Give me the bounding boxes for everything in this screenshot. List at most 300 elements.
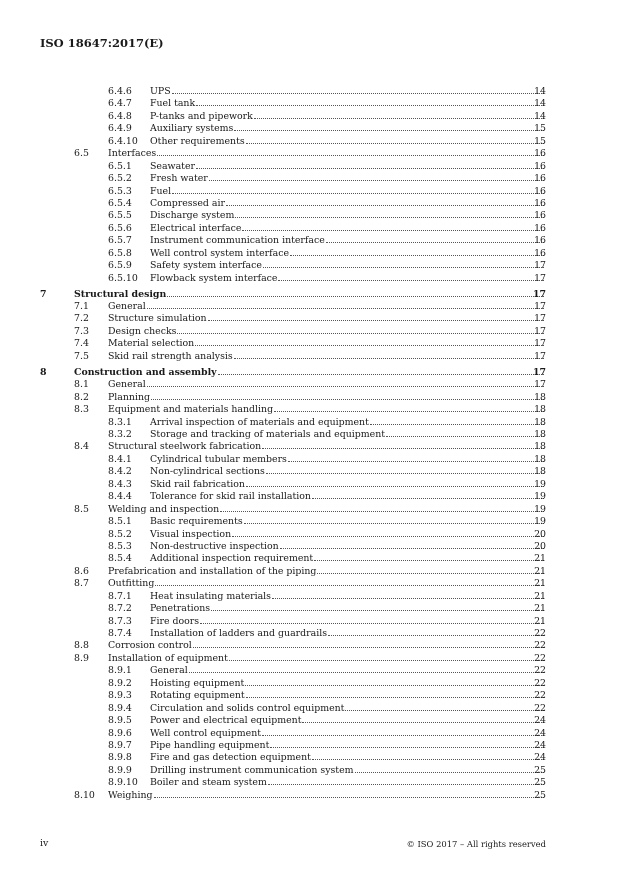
toc-entry-leader: [150, 591, 545, 603]
toc-entry-leader: [108, 441, 545, 453]
toc-entry-page: 19: [534, 491, 546, 503]
toc-entry-title: Auxiliary systems: [150, 123, 234, 135]
dot-leader: [154, 797, 545, 798]
toc-entry[interactable]: [0, 136, 620, 148]
toc-entry-number: 8.7.1: [108, 590, 132, 602]
toc-entry[interactable]: [0, 351, 620, 363]
toc-entry-page: 17: [534, 338, 546, 350]
toc-entry[interactable]: [0, 273, 620, 285]
toc-entry-title: P-tanks and pipework: [150, 110, 253, 122]
dot-leader: [370, 424, 544, 425]
toc-entry-title: Welding and inspection: [108, 503, 220, 515]
toc-entry[interactable]: [0, 790, 620, 802]
toc-entry-page: 14: [534, 110, 546, 122]
toc-entry-leader: [74, 289, 545, 301]
toc-entry[interactable]: [0, 466, 620, 478]
toc-entry-title: Interfaces: [108, 148, 157, 160]
toc-entry-title: Other requirements: [150, 135, 245, 147]
toc-entry-title: Non-cylindrical sections: [150, 466, 265, 478]
toc-entry-number: 6.5.9: [108, 260, 132, 272]
dot-leader: [208, 320, 544, 321]
dot-leader: [226, 205, 544, 206]
dot-leader: [263, 267, 544, 268]
toc-entry[interactable]: [0, 653, 620, 665]
toc-entry-number: 6.4.9: [108, 123, 132, 135]
dot-leader: [326, 242, 544, 243]
toc-entry-leader: [108, 326, 545, 338]
toc-entry-title: Corrosion control: [108, 640, 192, 652]
toc-entry-page: 17: [534, 350, 546, 362]
toc-entry[interactable]: [0, 591, 620, 603]
toc-entry[interactable]: [0, 516, 620, 528]
toc-entry[interactable]: [0, 198, 620, 210]
toc-entry-page: 22: [534, 652, 546, 664]
toc-entry-number: 6.5: [74, 148, 89, 160]
toc-entry[interactable]: [0, 603, 620, 615]
toc-entry-page: 17: [532, 366, 546, 378]
dot-leader: [244, 523, 544, 524]
toc-entry-page: 21: [534, 578, 546, 590]
toc-entry[interactable]: [0, 289, 620, 301]
toc-entry[interactable]: [0, 777, 620, 789]
toc-entry-leader: [150, 454, 545, 466]
toc-entry-leader: [150, 628, 545, 640]
toc-entry[interactable]: [0, 223, 620, 235]
toc-entry[interactable]: [0, 173, 620, 185]
toc-entry-title: Pipe handling equipment: [150, 739, 270, 751]
toc-entry[interactable]: [0, 441, 620, 453]
toc-entry-leader: [150, 273, 545, 285]
toc-entry-title: Skid rail fabrication: [150, 478, 245, 490]
toc-entry-number: 6.5.5: [108, 210, 132, 222]
toc-entry-title: Non-destructive inspection: [150, 540, 279, 552]
toc-entry[interactable]: [0, 628, 620, 640]
toc-entry-number: 6.5.4: [108, 197, 132, 209]
toc-entry-page: 18: [534, 429, 546, 440]
toc-entry-leader: [108, 351, 545, 363]
toc-entry-leader: [108, 504, 545, 516]
toc-entry-leader: [150, 777, 545, 789]
toc-entry[interactable]: [0, 417, 620, 429]
toc-entry[interactable]: [0, 703, 620, 715]
toc-entry-leader: [150, 603, 545, 615]
dot-leader: [317, 573, 544, 574]
toc-entry-leader: [150, 491, 545, 503]
toc-entry[interactable]: [0, 86, 620, 98]
toc-entry[interactable]: [0, 235, 620, 247]
toc-entry[interactable]: [0, 566, 620, 578]
toc-entry-page: 18: [534, 391, 546, 403]
toc-entry-number: 8.3.1: [108, 416, 132, 428]
dot-leader: [196, 105, 544, 106]
toc-entry[interactable]: [0, 260, 620, 272]
toc-entry[interactable]: [0, 616, 620, 628]
toc-entry[interactable]: [0, 541, 620, 553]
dot-leader: [211, 610, 544, 611]
toc-entry-leader: [150, 752, 545, 764]
toc-entry[interactable]: [0, 640, 620, 652]
toc-entry[interactable]: [0, 578, 620, 590]
toc-entry-page: 24: [534, 727, 546, 739]
dot-leader: [147, 308, 544, 309]
toc-entry-number: 6.5.2: [108, 173, 132, 185]
dot-leader: [196, 168, 544, 169]
toc-entry-leader: [150, 703, 545, 715]
toc-entry-page: 22: [534, 628, 546, 639]
toc-entry-title: Discharge system: [150, 210, 235, 222]
toc-entry-page: 21: [534, 615, 546, 627]
toc-entry-page: 21: [534, 603, 546, 615]
toc-entry[interactable]: [0, 504, 620, 516]
toc-entry-number: 6.4.8: [108, 110, 132, 122]
toc-entry-number: 6.5.8: [108, 247, 132, 259]
toc-entry-number: 8.5.1: [108, 516, 132, 528]
toc-entry-number: 8.4.1: [108, 453, 132, 465]
toc-entry-page: 17: [534, 272, 546, 284]
toc-entry-title: Storage and tracking of materials and equipment: [150, 429, 386, 440]
dot-leader: [386, 436, 544, 437]
toc-entry-leader: [150, 417, 545, 429]
toc-entry-leader: [150, 210, 545, 222]
toc-entry-page: 22: [534, 677, 546, 689]
toc-entry-page: 24: [534, 715, 546, 727]
toc-entry[interactable]: [0, 529, 620, 541]
dot-leader: [200, 623, 544, 624]
toc-entry[interactable]: [0, 186, 620, 198]
toc-entry-leader: [108, 790, 545, 802]
toc-entry-title: Penetrations: [150, 603, 211, 615]
dot-leader: [151, 399, 544, 400]
toc-entry-leader: [150, 516, 545, 528]
toc-entry-number: 6.5.6: [108, 222, 132, 234]
toc-entry[interactable]: [0, 210, 620, 222]
toc-entry-title: Construction and assembly: [74, 366, 217, 378]
toc-entry-number: 6.5.7: [108, 235, 132, 247]
toc-entry-number: 8.9.8: [108, 752, 132, 764]
toc-entry[interactable]: [0, 491, 620, 503]
toc-entry-title: Design checks: [108, 325, 177, 337]
dot-leader: [246, 486, 544, 487]
toc-entry-number: 8.9.1: [108, 665, 132, 677]
table-of-contents: [0, 86, 620, 802]
toc-entry[interactable]: [0, 404, 620, 416]
toc-entry[interactable]: [0, 379, 620, 391]
toc-entry-leader: [150, 186, 545, 198]
toc-entry-number: 8.9.3: [108, 690, 132, 702]
toc-entry[interactable]: [0, 479, 620, 491]
toc-entry-page: 20: [534, 528, 546, 540]
toc-entry-leader: [150, 429, 545, 441]
toc-entry[interactable]: [0, 338, 620, 350]
toc-entry-number: 6.4.10: [108, 135, 138, 147]
toc-entry-page: 15: [534, 123, 546, 135]
document-id-header: ISO 18647:2017(E): [40, 36, 164, 50]
dot-leader: [232, 536, 544, 537]
toc-entry[interactable]: [0, 123, 620, 135]
toc-entry-page: 19: [534, 478, 546, 490]
toc-entry-page: 18: [534, 441, 546, 453]
toc-entry-page: 21: [534, 565, 546, 577]
toc-entry-number: 8.4: [74, 441, 89, 453]
toc-entry-leader: [108, 148, 545, 160]
toc-entry-title: General: [108, 379, 146, 391]
toc-entry-title: Rotating equipment: [150, 690, 245, 702]
toc-entry[interactable]: [0, 715, 620, 727]
toc-entry-page: 22: [534, 640, 546, 652]
toc-entry-title: Hoisting equipment: [150, 677, 245, 689]
toc-entry-page: 24: [534, 752, 546, 764]
toc-entry[interactable]: [0, 313, 620, 325]
toc-entry-page: 17: [534, 313, 546, 325]
dot-leader: [155, 585, 544, 586]
toc-entry[interactable]: [0, 765, 620, 777]
dot-leader: [280, 548, 544, 549]
toc-entry-title: Seawater: [150, 160, 195, 172]
toc-entry-page: 19: [534, 516, 546, 528]
toc-entry-number: 8.7.4: [108, 628, 132, 639]
dot-leader: [235, 217, 544, 218]
toc-entry-title: Fire and gas detection equipment: [150, 752, 311, 764]
toc-entry-title: Fuel tank: [150, 98, 196, 110]
toc-entry-number: 8.2: [74, 391, 89, 403]
toc-entry-page: 25: [534, 777, 546, 789]
toc-entry[interactable]: [0, 148, 620, 160]
toc-entry-page: 17: [534, 325, 546, 337]
toc-entry-leader: [108, 578, 545, 590]
page-number: iv: [40, 838, 49, 849]
toc-entry[interactable]: [0, 678, 620, 690]
toc-entry-title: UPS: [150, 86, 171, 97]
toc-entry-leader: [74, 367, 545, 379]
dot-leader: [229, 660, 544, 661]
toc-entry-leader: [150, 740, 545, 752]
toc-entry-title: Weighing: [108, 789, 153, 801]
toc-entry-leader: [150, 198, 545, 210]
toc-entry-number: 8.9.2: [108, 677, 132, 689]
toc-entry-page: 16: [534, 235, 546, 247]
toc-entry-page: 16: [534, 173, 546, 185]
toc-entry-leader: [150, 173, 545, 185]
toc-entry-number: 8.9.4: [108, 702, 132, 714]
toc-entry-leader: [150, 248, 545, 260]
toc-entry-leader: [150, 466, 545, 478]
toc-entry-title: Structural steelwork fabrication: [108, 441, 262, 453]
toc-entry-page: 14: [534, 86, 546, 97]
toc-entry-page: 19: [534, 503, 546, 515]
toc-entry[interactable]: [0, 111, 620, 123]
toc-entry-page: 16: [534, 247, 546, 259]
dot-leader: [218, 374, 544, 375]
toc-entry-leader: [150, 665, 545, 677]
toc-entry-number: 8.1: [74, 379, 89, 391]
toc-entry-title: Well control system interface: [150, 247, 289, 259]
toc-entry-number: 7.2: [74, 313, 89, 325]
toc-entry-number: 8.9.10: [108, 777, 138, 789]
toc-entry-number: 8.7: [74, 578, 89, 590]
toc-entry-title: Structural design: [74, 288, 167, 300]
dot-leader: [328, 635, 544, 636]
toc-entry-page: 17: [532, 288, 546, 300]
toc-entry-number: 8.10: [74, 789, 95, 801]
toc-entry[interactable]: [0, 553, 620, 565]
toc-entry-title: Compressed air: [150, 197, 225, 209]
toc-entry-page: 18: [534, 416, 546, 428]
toc-entry-leader: [150, 111, 545, 123]
toc-entry-title: Boiler and steam system: [150, 777, 267, 789]
dot-leader: [195, 345, 544, 346]
dot-leader: [220, 511, 544, 512]
toc-entry-leader: [150, 136, 545, 148]
toc-entry-page: 15: [534, 135, 546, 147]
toc-entry-number: 8.5.4: [108, 553, 132, 565]
toc-entry-page: 21: [534, 553, 546, 565]
toc-entry-number: 8.3.2: [108, 429, 132, 440]
toc-entry[interactable]: [0, 665, 620, 677]
page-footer: [40, 838, 546, 852]
toc-entry-page: 18: [534, 404, 546, 416]
toc-entry-leader: [108, 653, 545, 665]
toc-entry-title: Safety system interface: [150, 260, 262, 272]
toc-entry-page: 25: [534, 764, 546, 776]
toc-entry-leader: [150, 529, 545, 541]
toc-entry-title: Additional inspection requirement: [150, 553, 314, 565]
toc-entry[interactable]: [0, 392, 620, 404]
toc-entry-leader: [150, 616, 545, 628]
toc-entry-number: 8.7.3: [108, 615, 132, 627]
toc-entry-title: Cylindrical tubular members: [150, 453, 287, 465]
toc-entry[interactable]: [0, 728, 620, 740]
toc-entry-title: General: [108, 301, 146, 313]
toc-entry-number: 8.9.9: [108, 764, 132, 776]
toc-entry-title: Planning: [108, 391, 151, 403]
toc-entry-number: 7.4: [74, 338, 89, 350]
toc-entry[interactable]: [0, 248, 620, 260]
toc-entry-leader: [150, 260, 545, 272]
toc-entry-page: 16: [534, 148, 546, 160]
toc-entry-leader: [108, 313, 545, 325]
toc-entry-leader: [150, 479, 545, 491]
toc-entry[interactable]: [0, 161, 620, 173]
toc-entry-number: 6.4.7: [108, 98, 132, 110]
toc-entry-leader: [150, 765, 545, 777]
dot-leader: [266, 473, 544, 474]
toc-entry-number: 7.3: [74, 325, 89, 337]
dot-leader: [234, 358, 544, 359]
dot-leader: [177, 333, 544, 334]
toc-entry-number: 8.4.2: [108, 466, 132, 478]
toc-entry-number: 8.3: [74, 404, 89, 416]
toc-entry-title: Prefabrication and installation of the piping: [108, 565, 317, 577]
toc-entry[interactable]: [0, 752, 620, 764]
toc-entry-number: 8.4.3: [108, 478, 132, 490]
toc-entry-title: Heat insulating materials: [150, 590, 271, 602]
toc-entry-number: 8.5: [74, 503, 89, 515]
dot-leader: [312, 498, 544, 499]
toc-entry-page: 21: [534, 590, 546, 602]
toc-entry-leader: [108, 379, 545, 391]
dot-leader: [246, 143, 544, 144]
toc-entry-title: Installation of ladders and guardrails: [150, 628, 328, 639]
toc-entry[interactable]: [0, 690, 620, 702]
toc-entry-title: Fire doors: [150, 615, 200, 627]
toc-entry-leader: [150, 715, 545, 727]
toc-entry-leader: [150, 161, 545, 173]
dot-leader: [268, 784, 544, 785]
toc-entry-title: Fuel: [150, 185, 172, 197]
dot-leader: [189, 672, 544, 673]
dot-leader: [167, 296, 544, 297]
toc-entry-number: 8.5.3: [108, 540, 132, 552]
toc-entry-page: 22: [534, 702, 546, 714]
toc-entry[interactable]: [0, 326, 620, 338]
dot-leader: [270, 747, 544, 748]
dot-leader: [242, 230, 544, 231]
dot-leader: [278, 280, 544, 281]
toc-entry-number: 8: [40, 366, 47, 378]
toc-entry-number: 7: [40, 288, 47, 300]
toc-entry-title: Electrical interface: [150, 222, 242, 234]
toc-entry[interactable]: [0, 740, 620, 752]
toc-entry[interactable]: [0, 454, 620, 466]
toc-entry-leader: [108, 404, 545, 416]
dot-leader: [274, 411, 544, 412]
toc-entry-number: 7.5: [74, 350, 89, 362]
toc-entry[interactable]: [0, 429, 620, 441]
dot-leader: [246, 697, 544, 698]
toc-entry-title: Structure simulation: [108, 313, 207, 325]
toc-entry-title: Arrival inspection of materials and equipment: [150, 416, 369, 428]
toc-entry-page: 24: [534, 739, 546, 751]
toc-entry-number: 6.5.3: [108, 185, 132, 197]
dot-leader: [254, 118, 544, 119]
toc-entry-page: 22: [534, 665, 546, 677]
toc-entry-title: Visual inspection: [150, 528, 232, 540]
toc-entry-number: 8.9.5: [108, 715, 132, 727]
toc-entry-number: 8.9.7: [108, 739, 132, 751]
dot-leader: [172, 193, 544, 194]
dot-leader: [209, 180, 544, 181]
toc-entry-leader: [150, 86, 545, 98]
toc-entry-page: 17: [534, 260, 546, 272]
toc-entry-number: 8.7.2: [108, 603, 132, 615]
dot-leader: [302, 722, 544, 723]
toc-entry-number: 8.6: [74, 565, 89, 577]
toc-entry-leader: [150, 541, 545, 553]
toc-entry-leader: [150, 98, 545, 110]
toc-entry-title: Instrument communication interface: [150, 235, 325, 247]
toc-entry-leader: [150, 223, 545, 235]
dot-leader: [193, 647, 544, 648]
toc-entry[interactable]: [0, 367, 620, 379]
toc-entry-page: 16: [534, 160, 546, 172]
toc-entry-number: 6.5.10: [108, 272, 138, 284]
toc-entry[interactable]: [0, 301, 620, 313]
dot-leader: [355, 772, 544, 773]
toc-entry-title: Circulation and solids control equipment: [150, 702, 345, 714]
toc-entry[interactable]: [0, 98, 620, 110]
dot-leader: [290, 255, 544, 256]
toc-entry-title: Fresh water: [150, 173, 208, 185]
toc-entry-leader: [108, 566, 545, 578]
toc-entry-page: 16: [534, 210, 546, 222]
toc-entry-leader: [150, 235, 545, 247]
toc-entry-title: Basic requirements: [150, 516, 243, 528]
toc-entry-title: Installation of equipment: [108, 652, 228, 664]
dot-leader: [314, 560, 544, 561]
toc-entry-title: Equipment and materials handling: [108, 404, 274, 416]
toc-entry-leader: [150, 553, 545, 565]
toc-entry-number: 6.4.6: [108, 86, 132, 97]
